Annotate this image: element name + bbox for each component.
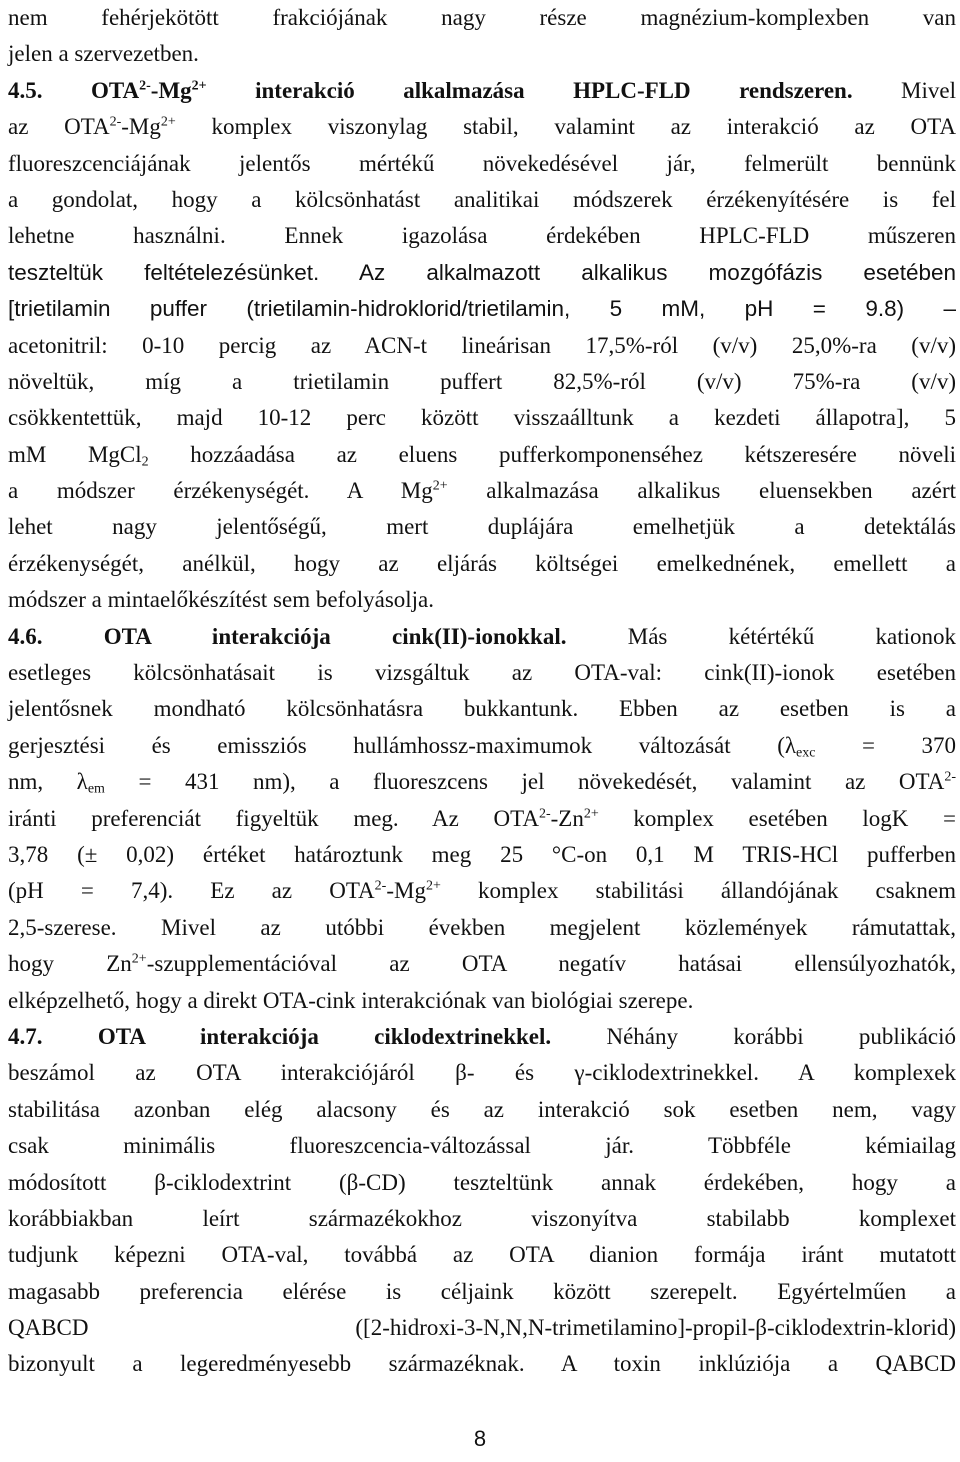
text-line: tudjunk képezni OTA-val, továbbá az OTA dianion formája iránt mutatott <box>8 1242 956 1268</box>
text-line: QABCD ([2-hidroxi-3-N,N,N-trimetilamino]-propil-β-ciklodextrin-klorid) <box>8 1315 956 1341</box>
text-line: jelen a szervezetben. <box>8 41 199 67</box>
text-line: lehet nagy jelentőségű, mert duplájára emelhetjük a detektálás <box>8 514 956 540</box>
text-line: a módszer érzékenységét. A $Mg^{2+}$ alkalmazása alkalikus eluensekben azért <box>8 478 957 504</box>
text-line: gerjesztési és emissziós hullámhossz-maximumok változását ($\lambda_{exc} = 370$ <box>8 732 956 761</box>
text-line: nem fehérjekötött frakciójának nagy része magnézium-komplexben van <box>8 5 956 30</box>
text-line: 3,78 (± 0,02) értéket határoztunk meg 25 °C-on 0,1 M TRIS-HCl pufferben <box>8 841 956 867</box>
document-body <box>8 0 956 1383</box>
text-line: elképzelhető, hogy a direkt OTA-cink interakciónak van biológiai szerepe. <box>8 987 694 1013</box>
text-line: 2,5-szerese. Mivel az utóbbi években megjelent közlemények rámutattak, <box>8 914 956 940</box>
text-line: módosított β-ciklodextrint (β-CD) teszteltünk annak érdekében, hogy a <box>8 1169 956 1195</box>
text-line: mM MgCl$_2$ hozzáadása az eluens pufferkomponenséhez kétszeresére növeli <box>8 441 956 470</box>
text-line: jelentősnek mondható kölcsönhatásra bukkantunk. Ebben az esetben is a <box>8 696 956 722</box>
text-line: lehetne használni. Ennek igazolása érdekében HPLC-FLD műszeren <box>8 223 956 249</box>
text-line: korábbiakban leírt származékokhoz viszonyítva stabilabb komplexet <box>8 1205 956 1231</box>
text-line: beszámol az OTA interakciójáról β- és γ-ciklodextrinekkel. A komplexek <box>8 1060 956 1086</box>
text-line: érzékenységét, anélkül, hogy az eljárás költségei emelkednének, emellett a <box>8 550 956 576</box>
text-line: esetleges kölcsönhatásait is vizsgáltuk az OTA-val: cink(II)-ionok esetében <box>8 660 956 686</box>
text-line: magasabb preferencia elérése is céljaink között szerepelt. Egyértelműen a <box>8 1278 956 1304</box>
text-line: iránti preferenciát figyeltük meg. Az $OTA^{2-}-Zn^{2+}$ komplex esetében logK = <box>8 805 957 831</box>
text-line: csökkentettük, majd 10-12 perc között visszaálltunk a kezdeti állapotra], 5 <box>8 405 956 431</box>
text-line: (pH = 7,4). Ez az $OTA^{2-}-Mg^{2+}$ komplex stabilitási állandójának csaknem <box>8 878 956 904</box>
text-line: bizonyult a legeredményesebb származéknak. A toxin inklúziója a QABCD <box>8 1351 956 1377</box>
section-heading-line: 4.7. OTA interakciója ciklodextrinekkel. Néhány korábbi publikáció <box>8 1023 956 1049</box>
text-line: hogy $Zn^{2+}$-szupplementációval az OTA negatív hatásai ellensúlyozhatók, <box>8 951 956 977</box>
text-line: teszteltük feltételezésünket. Az alkalmazott alkalikus mozgófázis esetében <box>8 259 956 285</box>
text-line: nm, $\lambda_{em} = 431$ nm), a fluoreszcens jel növekedését, valamint az $OTA^{2-}$ <box>8 769 956 797</box>
page-number: 8 <box>473 1426 487 1451</box>
text-line: stabilitása azonban elég alacsony és az interakció sok esetben nem, vagy <box>8 1096 956 1122</box>
section-heading-line: 4.6. OTA interakciója cink(II)-ionokkal. Más kétértékű kationok <box>8 623 956 649</box>
text-line: az $OTA^{2-}-Mg^{2+}$ komplex viszonylag stabil, valamint az interakció az OTA <box>8 114 956 140</box>
text-line: [trietilamin puffer (trietilamin-hidroklorid/trietilamin, 5 mM, pH = 9.8) – <box>8 296 956 322</box>
text-line: a gondolat, hogy a kölcsönhatást analitikai módszerek érzékenyítésére is fel <box>8 186 956 212</box>
text-line: csak minimális fluoreszcencia-változással jár. Többféle kémiailag <box>8 1133 956 1159</box>
section-heading-line: 4.5. $OTA^{2-}-Mg^{2+}$ interakció alkalmazása HPLC-FLD rendszeren. Mivel <box>8 77 956 103</box>
text-line: fluoreszcenciájának jelentős mértékű növekedésével jár, felmerült bennünk <box>8 150 956 176</box>
text-line: módszer a mintaelőkészítést sem befolyásolja. <box>8 587 435 613</box>
text-line: acetonitril: 0-10 percig az ACN-t lineárisan 17,5%-ról (v/v) 25,0%-ra (v/v) <box>8 332 956 358</box>
text-line: növeltük, míg a trietilamin puffert 82,5%-ról (v/v) 75%-ra (v/v) <box>8 368 956 394</box>
